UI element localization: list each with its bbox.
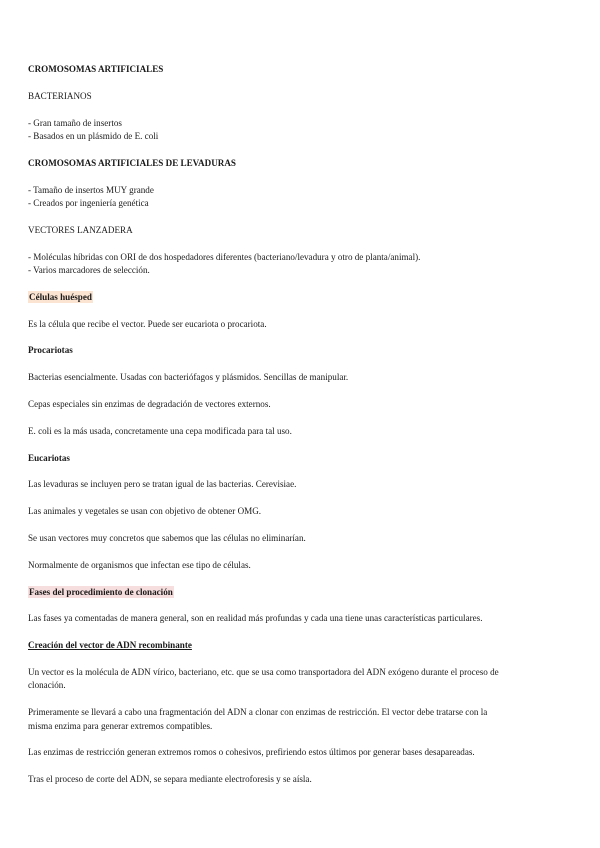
- heading-creacion-vector: [28, 639, 576, 652]
- list-bacterianos: [28, 117, 576, 144]
- document-page: [28, 63, 576, 787]
- heading-fases-clonacion: [28, 586, 576, 599]
- heading-vectores-lanzadera: VECTORES LANZADERA: [28, 224, 133, 235]
- list-item: - Varios marcadores de selección.: [28, 265, 150, 275]
- paragraph: Las animales y vegetales se usan con objetivo de obtener OMG.: [28, 506, 262, 517]
- text-line: misma enzima para generar extremos compatibles.: [28, 720, 213, 731]
- list-lanzadera: [28, 251, 576, 278]
- paragraph: Normalmente de organismos que infectan ese tipo de células.: [28, 559, 251, 570]
- paragraph: Es la célula que recibe el vector. Puede ser eucariota o procariota.: [28, 318, 267, 329]
- underlined-heading: Creación del vector de ADN recombinante: [28, 640, 192, 651]
- list-item: - Creados por ingeniería genética: [28, 198, 149, 208]
- paragraph: [28, 666, 576, 693]
- heading-levaduras: CROMOSOMAS ARTIFICIALES DE LEVADURAS: [28, 157, 236, 168]
- heading-celulas-huesped: [28, 291, 576, 304]
- paragraph: Tras el proceso de corte del ADN, se separa mediante electroforesis y se aísla.: [28, 774, 312, 785]
- list-item: - Gran tamaño de insertos: [28, 117, 122, 128]
- heading-cromosomas-artificiales: CROMOSOMAS ARTIFICIALES: [28, 64, 164, 74]
- paragraph: Las fases ya comentadas de manera general, son en realidad más profundas y cada una tiene unas características particulares.: [28, 613, 483, 624]
- list-item: - Tamaño de insertos MUY grande: [28, 184, 154, 195]
- heading-procariotas: Procariotas: [28, 345, 73, 356]
- paragraph: Las enzimas de restricción generan extremos romos o cohesivos, prefiriendo estos últimos por generar bases desapareadas.: [28, 747, 475, 758]
- highlight: Fases del procedimiento de clonación: [29, 586, 173, 597]
- highlight: Células huésped: [29, 291, 92, 302]
- list-item: - Moléculas híbridas con ORI de dos hospedadores diferentes (bacteriano/levadura y otro de planta/animal).: [28, 251, 421, 262]
- text-line: Un vector es la molécula de ADN vírico, bacteriano, etc. que se usa como transportadora del ADN exógeno durante el proceso de: [28, 666, 499, 677]
- paragraph: Cepas especiales sin enzimas de degradación de vectores externos.: [28, 398, 271, 409]
- list-item: - Basados en un plásmido de E. coli: [28, 131, 159, 141]
- paragraph: Las levaduras se incluyen pero se tratan igual de las bacterias. Cerevisiae.: [28, 479, 297, 490]
- paragraph: Bacterias esencialmente. Usadas con bacteriófagos y plásmidos. Sencillas de manipular.: [28, 372, 349, 383]
- paragraph: [28, 706, 576, 733]
- paragraph: Se usan vectores muy concretos que sabemos que las células no eliminarían.: [28, 532, 306, 543]
- heading-bacterianos: BACTERIANOS: [28, 90, 92, 101]
- paragraph: E. coli es la más usada, concretamente una cepa modificada para tal uso.: [28, 425, 292, 436]
- text-line: clonación.: [28, 680, 66, 691]
- text-line: Primeramente se llevará a cabo una fragmentación del ADN a clonar con enzimas de restricción. El vector debe tratarse con la: [28, 707, 488, 718]
- heading-eucariotas: Eucariotas: [28, 452, 70, 463]
- list-levaduras: [28, 184, 576, 211]
